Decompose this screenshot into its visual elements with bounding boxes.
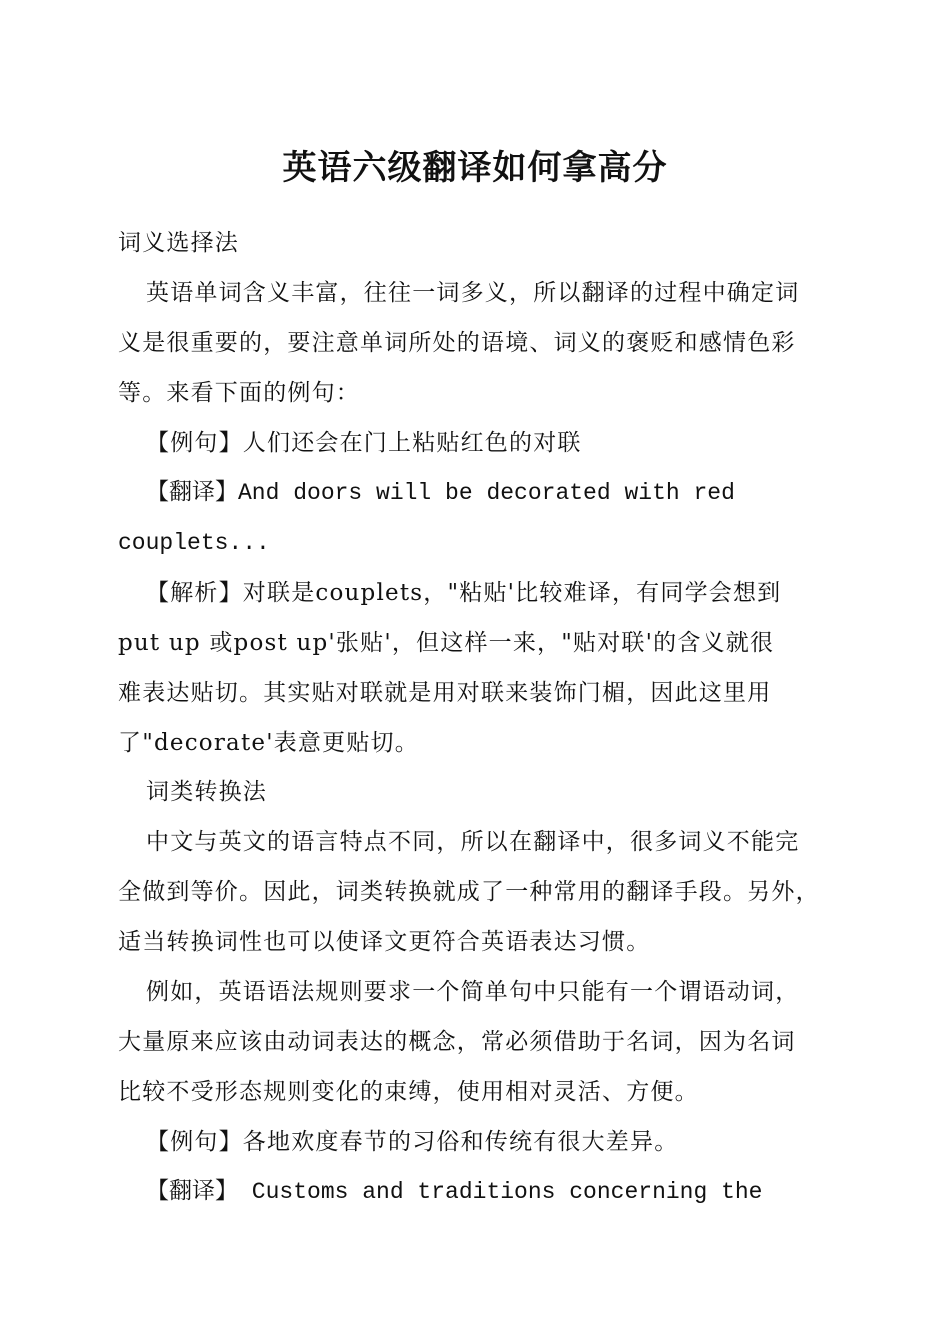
section-heading-word-class-conversion: 词类转换法 bbox=[146, 779, 267, 805]
analysis-line: 难表达贴切。其实贴对联就是用对联来装饰门楣，因此这里用 bbox=[118, 680, 772, 706]
example-sentence: 【例句】人们还会在门上粘贴红色的对联 bbox=[146, 430, 582, 456]
analysis-line: 了"decorate'表意更贴切。 bbox=[118, 730, 419, 756]
analysis-line: 【解析】对联是couplets，"粘贴'比较难译，有同学会想到 bbox=[146, 580, 782, 606]
paragraph-line: 大量原来应该由动词表达的概念，常必须借助于名词，因为名词 bbox=[118, 1029, 796, 1055]
section-heading-word-choice: 词义选择法 bbox=[118, 230, 239, 256]
analysis-line: put up 或post up'张贴'，但这样一来，"贴对联'的含义就很 bbox=[118, 630, 775, 656]
document-title: 英语六级翻译如何拿高分 bbox=[282, 148, 668, 188]
paragraph-line: 等。来看下面的例句： bbox=[118, 380, 360, 406]
paragraph-line: 比较不受形态规则变化的束缚，使用相对灵活、方便。 bbox=[118, 1079, 699, 1105]
translation-line: 【翻译】And doors will be decorated with red bbox=[146, 480, 735, 506]
translation-line: couplets... bbox=[118, 530, 270, 556]
paragraph-line: 全做到等价。因此，词类转换就成了一种常用的翻译手段。另外， bbox=[118, 879, 820, 905]
paragraph-line: 中文与英文的语言特点不同，所以在翻译中，很多词义不能完 bbox=[146, 829, 800, 855]
translation-line: 【翻译】 Customs and traditions concerning the bbox=[146, 1179, 763, 1205]
paragraph-line: 适当转换词性也可以使译文更符合英语表达习惯。 bbox=[118, 929, 651, 955]
example-sentence: 【例句】各地欢度春节的习俗和传统有很大差异。 bbox=[146, 1129, 679, 1155]
paragraph-line: 义是很重要的，要注意单词所处的语境、词义的褒贬和感情色彩 bbox=[118, 330, 796, 356]
paragraph-line: 英语单词含义丰富，往往一词多义，所以翻译的过程中确定词 bbox=[146, 280, 800, 306]
paragraph-line: 例如，英语语法规则要求一个简单句中只能有一个谓语动词， bbox=[146, 979, 800, 1005]
